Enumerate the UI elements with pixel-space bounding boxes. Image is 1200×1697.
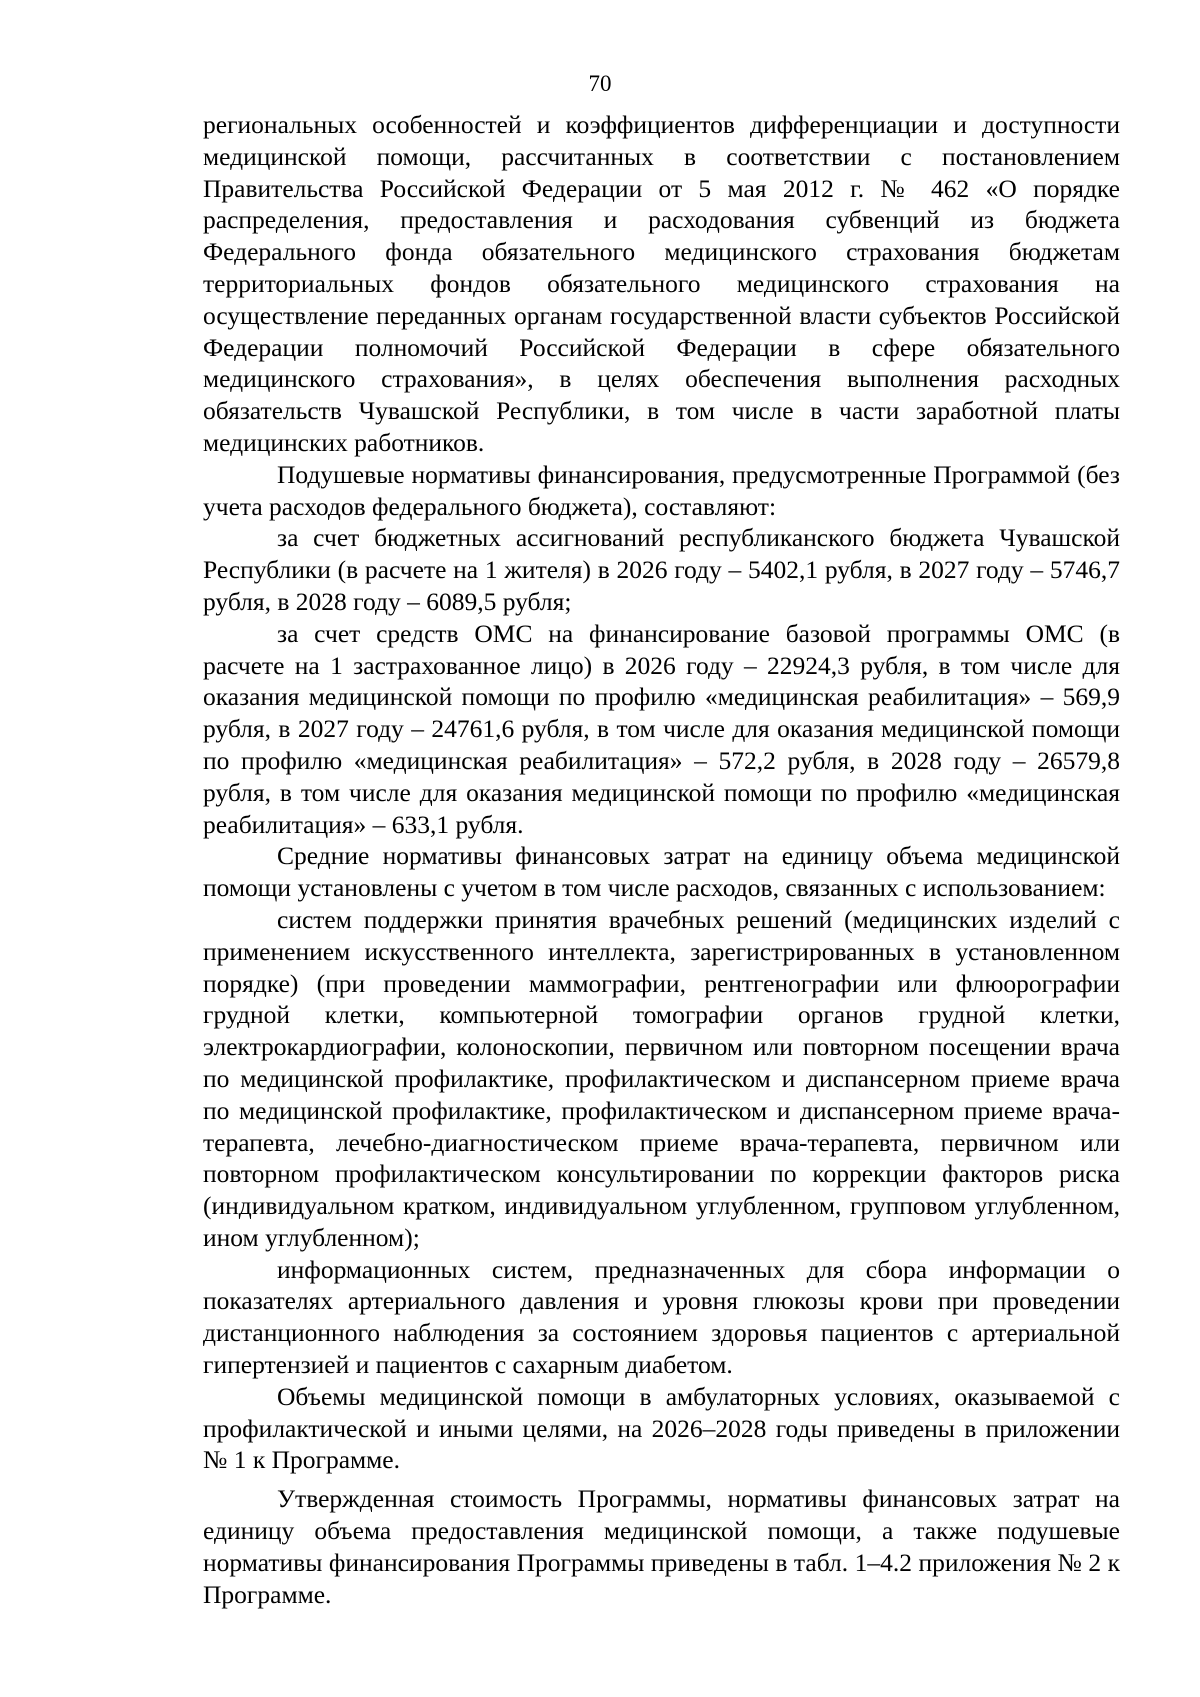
paragraph-average-cost-standards: Средние нормативы финансовых затрат на единицу объема медицинской помощи установлены с учетом в том числе расходов, связанных с использованием: — [203, 841, 1120, 903]
paragraph-regional-coefficients: региональных особенностей и коэффициентов дифференциации и доступности медицинской помощи, рассчитанных в соответствии с постановлением Правительства Российской Федерации от 5 мая 2012 г. № 462 «О порядке распределения, предоставления и расходования субвенций из бюджета Федерального фонда обязательного медицинского страхования бюджетам территориальных фондов обязательного медицинского страхования на осуществление переданных органам государственной власти субъектов Российской Федерации полномочий Российской Федерации в сфере обязательного медицинского страхования», в целях обеспечения выполнения расходных обязательств Чувашской Республики, в том числе в части заработной платы медицинских работников. — [203, 110, 1120, 457]
paragraph-decision-support-systems: систем поддержки принятия врачебных решений (медицинских изделий с применением искусственного интеллекта, зарегистрированных в установленном порядке) (при проведении маммографии, рентгенографии или флюорографии грудной клетки, компьютерной томографии органов грудной клетки, электрокардиографии, колоноскопии, первичном или повторном посещении врача по медицинской профилактике, профилактическом и диспансерном приеме врача по медицинской профилактике, профилактическом и диспансерном приеме врача-терапевта, лечебно-диагностическом приеме врача-терапевта, первичном или повторном профилактическом консультировании по коррекции факторов риска (индивидуальном кратком, индивидуальном углубленном, групповом углубленном, ином углубленном); — [203, 904, 1120, 1252]
document-body — [203, 109, 1120, 1610]
paragraph-outpatient-volumes: Объемы медицинской помощи в амбулаторных условиях, оказываемой с профилактической и иными целями, на 2026–2028 годы приведены в приложении № 1 к Программе. — [203, 1381, 1120, 1475]
paragraph-oms-funds: за счет средств ОМС на финансирование базовой программы ОМС (в расчете на 1 застрахованное лицо) в 2026 году – 22924,3 рубля, в том числе для оказания медицинской помощи по профилю «медицинская реабилитация» – 569,9 рубля, в 2027 году – 24761,6 рубля, в том числе для оказания медицинской помощи по профилю «медицинская реабилитация» – 572,2 рубля, в 2028 году – 26579,8 рубля, в том числе для оказания медицинской помощи по профилю «медицинская реабилитация» – 633,1 рубля. — [203, 618, 1120, 839]
paragraph-per-capita-standards: Подушевые нормативы финансирования, предусмотренные Программой (без учета расходов федерального бюджета), составляют: — [203, 459, 1120, 521]
paragraph-information-systems: информационных систем, предназначенных для сбора информации о показателях артериального давления и уровня глюкозы крови при проведении дистанционного наблюдения за состоянием здоровья пациентов с артериальной гипертензией и пациентов с сахарным диабетом. — [203, 1254, 1120, 1380]
paragraph-republic-budget: за счет бюджетных ассигнований республиканского бюджета Чувашской Республики (в расчете на 1 жителя) в 2026 году – 5402,1 рубля, в 2027 году – 5746,7 рубля, в 2028 году – 6089,5 рубля; — [203, 523, 1120, 616]
paragraph-approved-cost: Утвержденная стоимость Программы, нормативы финансовых затрат на единицу объема предоставления медицинской помощи, а также подушевые нормативы финансирования Программы приведены в табл. 1–4.2 приложения № 2 к Программе. — [203, 1484, 1120, 1609]
page-number: 70 — [588, 71, 612, 96]
